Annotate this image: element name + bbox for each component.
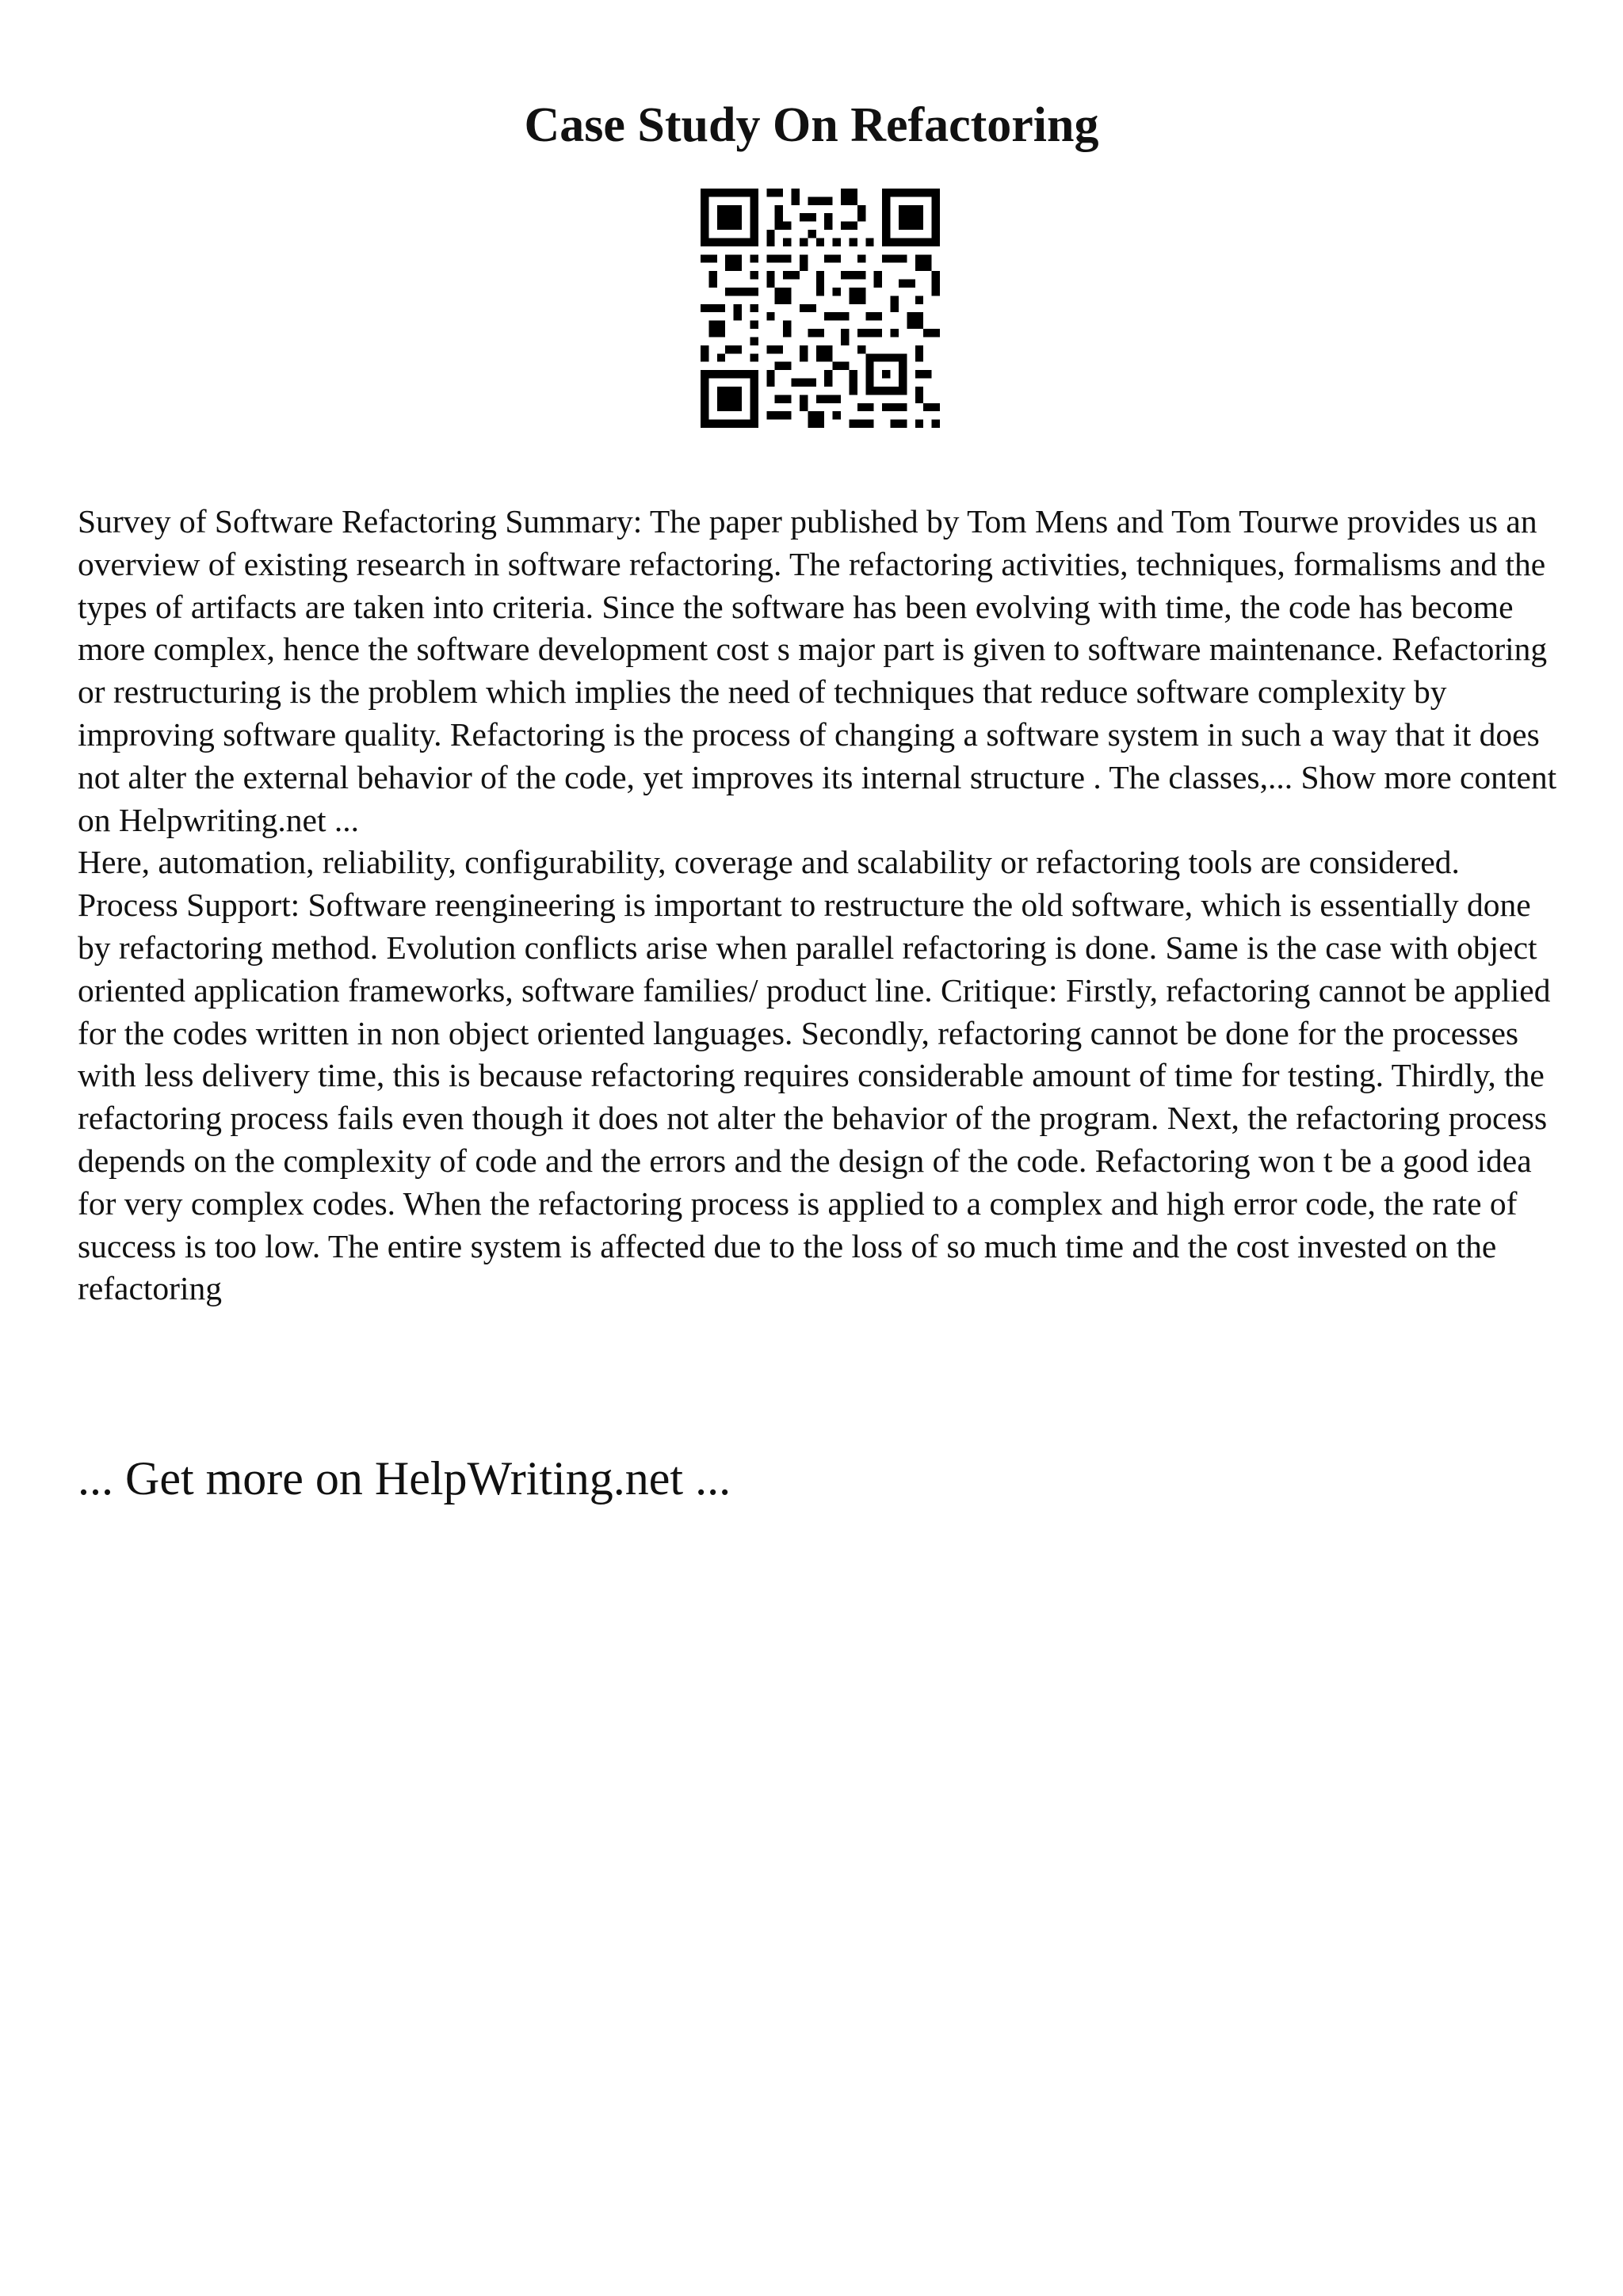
qr-code-icon: [701, 189, 940, 428]
paragraph-2: Here, automation, reliability, configurability, coverage and scalability or refactoring tools are considered. Process Support: Software reengineering is important to restructure the old software, which is essentially done by refactoring method. Evolution conflicts arise when parallel refactoring is done. Same is the case with object oriented application frameworks, software families/ product line. Critique: Firstly, refactoring cannot be applied for the codes written in non object oriented languages. Secondly, refactoring cannot be done for the processes with less delivery time, this is because refactoring requires considerable amount of time for testing. Thirdly, the refactoring process fails even though it does not alter the behavior of the program. Next, the refactoring process depends on the complexity of code and the errors and the design of the code. Refactoring won t be a good idea for very complex codes. When the refactoring process is applied to a complex and high error code, the rate of success is too low. The entire system is affected due to the loss of so much time and the cost invested on the refactoring: [78, 844, 1551, 1307]
get-more-link[interactable]: ... Get more on HelpWriting.net ...: [78, 1452, 731, 1505]
article-body: [78, 501, 1568, 1310]
page-title: Case Study On Refactoring: [524, 98, 1099, 152]
paragraph-1: Survey of Software Refactoring Summary: The paper published by Tom Mens and Tom Tourwe provides us an overview of existing research in software refactoring. The refactoring activities, techniques, formalisms and the types of artifacts are taken into criteria. Since the software has been evolving with time, the code has become more complex, hence the software development cost s major part is given to software maintenance. Refactoring or restructuring is the problem which implies the need of techniques that reduce software complexity by improving software quality. Refactoring is the process of changing a software system in such a way that it does not alter the external behavior of the code, yet improves its internal structure . The classes,... Show more content on Helpwriting.net ...: [78, 503, 1557, 838]
